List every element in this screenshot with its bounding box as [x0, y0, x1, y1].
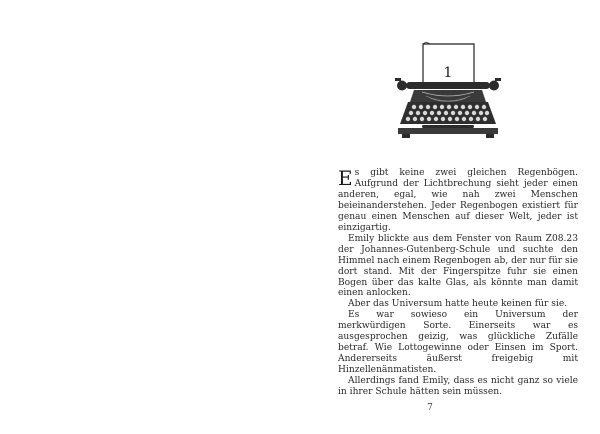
chapter-number: 1 — [443, 65, 453, 81]
paragraph-3: Aber das Universum hatte heute keinen für sie. — [348, 299, 568, 310]
body-text — [338, 168, 578, 398]
page-number: 7 — [427, 403, 433, 413]
paragraph-2: Emily blickte aus dem Fenster von Raum Z08.23 der Johannes-Gutenberg-Schule und suchte den Himmel nach einem Regenbogen ab, der nur für sie dort stand. Mit der Fingerspitze fuhr sie einen Bogen über das kalte Glas, als könnte man damit einen anlocken. — [338, 233, 578, 299]
paragraph-text: s gibt keine zwei gleichen Regenbögen. Aufgrund der Lichtbrechung sieht jeder einen anderen, egal, wie nah zwei Menschen beieinanderstehen. Jeder Regenbogen existiert für genau einen Menschen auf dieser Welt, jeder ist einzigartig. — [338, 168, 578, 233]
typewriter-icon — [392, 40, 504, 140]
drop-cap: E — [338, 166, 353, 190]
paragraph-5: Allerdings fand Emily, dass es nicht ganz so viele in ihrer Schule hätten sein müssen. — [338, 376, 578, 398]
paragraph-1 — [338, 168, 578, 234]
paragraph-4: Es war sowieso ein Universum der merkwürdigen Sorte. Einerseits war es ausgesprochen geizig, was glückliche Zufälle betraf. Wie Lottogewinne oder Einsen im Sport. Andererseits äußerst freigebig mit Hinzellenänmatisten. — [338, 310, 578, 376]
